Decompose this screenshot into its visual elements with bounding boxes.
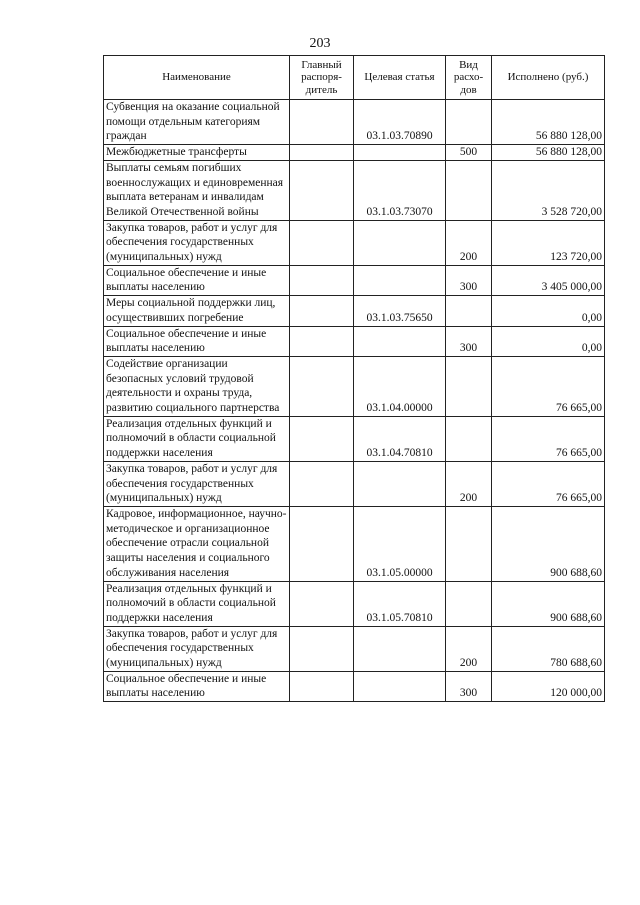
- row-target: [354, 461, 446, 506]
- row-target: 03.1.04.70810: [354, 416, 446, 461]
- table-row: [104, 626, 605, 671]
- row-type: [446, 506, 492, 581]
- table-row: [104, 265, 605, 295]
- row-admin: [290, 626, 354, 671]
- row-amount: 76 665,00: [492, 461, 605, 506]
- row-name: Субвенция на оказание социальной помощи отдельным категориям граждан: [104, 100, 290, 145]
- header-name: Наименование: [104, 56, 290, 100]
- row-type: [446, 160, 492, 220]
- row-name: Реализация отдельных функций и полномочий в области социальной поддержки населения: [104, 581, 290, 626]
- row-amount: 900 688,60: [492, 506, 605, 581]
- table-row: [104, 416, 605, 461]
- row-name: Выплаты семьям погибших военнослужащих и единовременная выплата ветеранам и инвалидам Великой Отечественной войны: [104, 160, 290, 220]
- row-type: [446, 416, 492, 461]
- row-target: 03.1.05.70810: [354, 581, 446, 626]
- row-amount: 123 720,00: [492, 220, 605, 265]
- header-target: Целевая статья: [354, 56, 446, 100]
- row-type: 300: [446, 671, 492, 701]
- row-name: Реализация отдельных функций и полномочий в области социальной поддержки населения: [104, 416, 290, 461]
- row-target: [354, 220, 446, 265]
- row-admin: [290, 296, 354, 326]
- row-target: 03.1.03.73070: [354, 160, 446, 220]
- table-row: [104, 100, 605, 145]
- table-row: [104, 581, 605, 626]
- row-amount: 76 665,00: [492, 356, 605, 416]
- row-target: [354, 326, 446, 356]
- row-admin: [290, 220, 354, 265]
- table-row: [104, 671, 605, 701]
- row-amount: 0,00: [492, 326, 605, 356]
- row-admin: [290, 581, 354, 626]
- table-row: [104, 296, 605, 326]
- row-target: [354, 265, 446, 295]
- budget-table: [103, 55, 605, 702]
- row-name: Социальное обеспечение и иные выплаты населению: [104, 671, 290, 701]
- row-admin: [290, 145, 354, 161]
- row-admin: [290, 326, 354, 356]
- row-amount: 900 688,60: [492, 581, 605, 626]
- row-type: 300: [446, 265, 492, 295]
- row-amount: 3 528 720,00: [492, 160, 605, 220]
- row-name: Социальное обеспечение и иные выплаты населению: [104, 265, 290, 295]
- row-target: 03.1.05.00000: [354, 506, 446, 581]
- row-target: [354, 145, 446, 161]
- row-admin: [290, 265, 354, 295]
- row-admin: [290, 671, 354, 701]
- row-amount: 0,00: [492, 296, 605, 326]
- header-executed: Исполнено (руб.): [492, 56, 605, 100]
- row-target: [354, 671, 446, 701]
- row-admin: [290, 461, 354, 506]
- row-type: 500: [446, 145, 492, 161]
- table-row: [104, 220, 605, 265]
- row-target: 03.1.03.70890: [354, 100, 446, 145]
- table-row: [104, 461, 605, 506]
- row-type: [446, 100, 492, 145]
- row-type: [446, 581, 492, 626]
- page-number: 203: [309, 36, 331, 51]
- header-admin: Главный распоря-дитель: [290, 56, 354, 100]
- row-admin: [290, 506, 354, 581]
- row-name: Социальное обеспечение и иные выплаты населению: [104, 326, 290, 356]
- row-admin: [290, 100, 354, 145]
- row-name: Закупка товаров, работ и услуг для обеспечения государственных (муниципальных) нужд: [104, 626, 290, 671]
- row-amount: 56 880 128,00: [492, 145, 605, 161]
- row-amount: 3 405 000,00: [492, 265, 605, 295]
- table-row: [104, 326, 605, 356]
- row-type: [446, 356, 492, 416]
- row-name: Межбюджетные трансферты: [104, 145, 290, 161]
- table-row: [104, 160, 605, 220]
- row-admin: [290, 416, 354, 461]
- row-type: 200: [446, 461, 492, 506]
- table-row: [104, 506, 605, 581]
- header-type: Вид расхо-дов: [446, 56, 492, 100]
- row-amount: 56 880 128,00: [492, 100, 605, 145]
- row-name: Кадровое, информационное, научно-методическое и организационное обеспечение отрасли социальной защиты населения и социального обслуживания населения: [104, 506, 290, 581]
- row-admin: [290, 356, 354, 416]
- table-row: [104, 356, 605, 416]
- row-name: Содействие организации безопасных условий трудовой деятельности и охраны труда, развитию социального партнерства: [104, 356, 290, 416]
- row-amount: 76 665,00: [492, 416, 605, 461]
- row-type: [446, 296, 492, 326]
- row-name: Меры социальной поддержки лиц, осуществивших погребение: [104, 296, 290, 326]
- row-admin: [290, 160, 354, 220]
- row-type: 200: [446, 220, 492, 265]
- table-header-row: [104, 56, 605, 100]
- row-amount: 780 688,60: [492, 626, 605, 671]
- table-row: [104, 145, 605, 161]
- row-name: Закупка товаров, работ и услуг для обеспечения государственных (муниципальных) нужд: [104, 461, 290, 506]
- row-target: [354, 626, 446, 671]
- row-name: Закупка товаров, работ и услуг для обеспечения государственных (муниципальных) нужд: [104, 220, 290, 265]
- row-target: 03.1.04.00000: [354, 356, 446, 416]
- row-type: 300: [446, 326, 492, 356]
- row-amount: 120 000,00: [492, 671, 605, 701]
- row-target: 03.1.03.75650: [354, 296, 446, 326]
- row-type: 200: [446, 626, 492, 671]
